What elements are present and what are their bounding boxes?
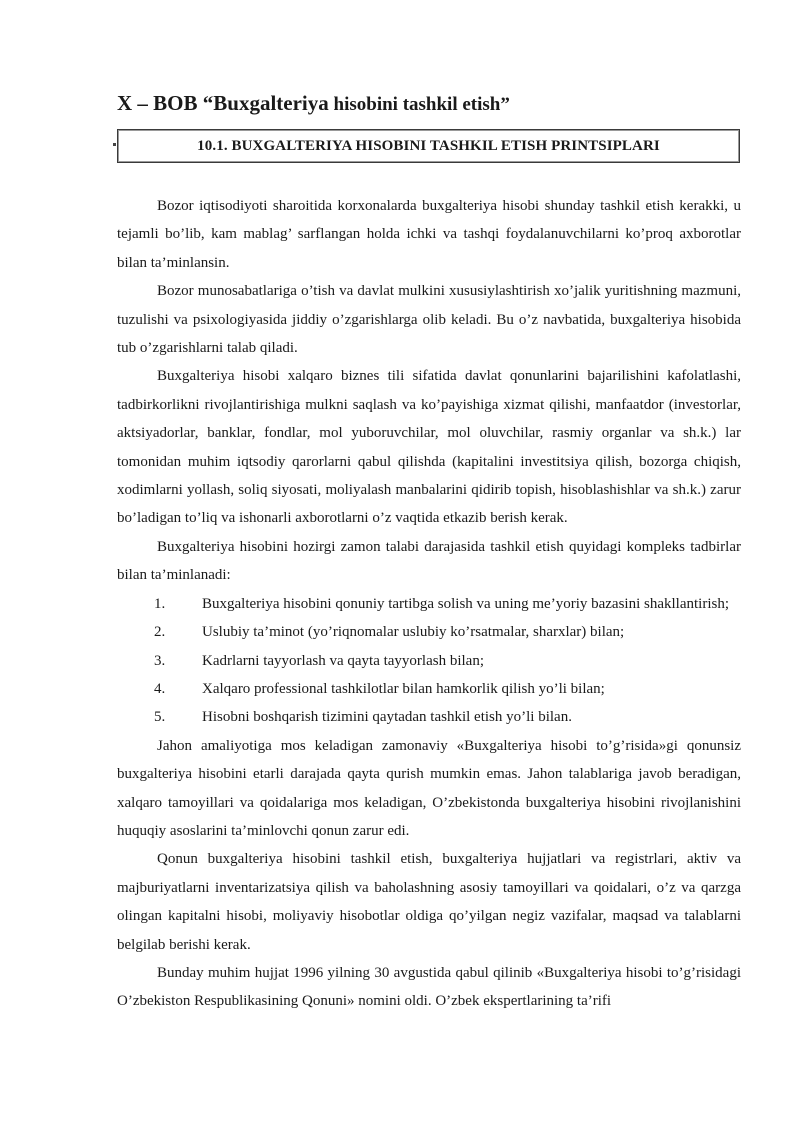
list-item <box>117 590 741 618</box>
list-item <box>117 703 741 731</box>
list-item-number: 2. <box>154 624 166 641</box>
paragraph: Bozor iqtisodiyoti sharoitida korxonalarda buxgalteriya hisobi shunday tashkil etish kerakki, u tejamli bo’lib, kam mablag’ sarflangan holda ichki va tashqi foydalanuvchilarni ko’proq axborotlar bilan ta’minlansin. <box>117 198 741 271</box>
chapter-title <box>117 88 510 120</box>
paragraph: Bunday muhim hujjat 1996 yilning 30 avgustida qabul qilinib «Buxgalteriya hisobi to’g’risidagi O’zbekiston Respublikasining Qonuni» nomini oldi. O’zbek ekspertlarining ta’rifi <box>117 964 741 1010</box>
list-item <box>117 618 741 646</box>
list-item-text: Uslubiy ta’minot (yo’riqnomalar uslubiy ko’rsatmalar, sharxlar) bilan; <box>202 624 625 641</box>
paragraph: Jahon amaliyotiga mos keladigan zamonaviy «Buxgalteriya hisobi to’g’risida»gi qonunsiz buxgalteriya hisobini etarli darajada qayta qurish mumkin emas. Jahon talablariga javob beradigan, xalqaro tamoyillari va qoidalariga mos keladigan, O’zbekistonda buxgalteriya hisobini rivojlanishini huquqiy asoslarini ta’minlovchi qonun zarur edi. <box>117 737 741 839</box>
list-item <box>117 675 741 703</box>
list-item-number: 3. <box>154 652 166 669</box>
list-item-number: 4. <box>154 680 166 697</box>
section-title: 10.1. BUXGALTERIYA HISOBINI TASHKIL ETISH PRINTSIPLARI <box>197 137 660 154</box>
chapter-title-emph: Buxgalteriya <box>213 91 329 115</box>
list-item-text: Hisobni boshqarish tizimini qaytadan tashkil etish yo’li bilan. <box>202 709 572 726</box>
list-item-text: Kadrlarni tayyorlash va qayta tayyorlash bilan; <box>202 652 484 669</box>
list-item-number: 1. <box>154 595 166 612</box>
list-item-text: Xalqaro professional tashkilotlar bilan hamkorlik qilish yo’li bilan; <box>202 680 605 697</box>
section-box-mark <box>113 143 116 146</box>
chapter-title-rest: hisobini tashkil etish” <box>328 94 510 115</box>
list-item <box>117 647 741 675</box>
list-item-text: Buxgalteriya hisobini qonuniy tartibga solish va uning me’yoriy bazasini shakllantirish; <box>202 595 729 612</box>
section-heading-box <box>117 129 740 163</box>
paragraph: Buxgalteriya hisobi xalqaro biznes tili sifatida davlat qonunlarini bajarilishini kafolatlashi, tadbirkorlikni rivojlantirishiga mulkni saqlash va ko’payishiga xizmat qilishi, manfaatdor (investorlar, aktsiyadorlar, banklar, fondlar, mol yuboruvchilar, mol oluvchilar, rasmiy organlar va sh.k.) lar tomonidan muhim iqtsodiy qarorlarni qabul qilishda (kapitalini investitsiya qilish, bozorga chiqish, xodimlarni yollash, soliq siyosati, moliyalash manbalarini qidirib topish, hisoblashishlar va sh.k.) zarur bo’ladigan to’liq va ishonarli axborotlarni o’z vaqtida etkazib berish kerak. <box>117 368 741 527</box>
body-text <box>117 192 741 1016</box>
paragraph: Bozor munosabatlariga o’tish va davlat mulkini xususiylashtirish xo’jalik yuritishning mazmuni, tuzulishi va psixologiyasida jiddiy o’zgarishlarga olib keladi. Bu o’z navbatida, buxgalteriya hisobida tub o’zgarishlarni talab qiladi. <box>117 283 741 357</box>
list-item-number: 5. <box>154 709 166 726</box>
paragraph: Qonun buxgalteriya hisobini tashkil etish, buxgalteriya hujjatlari va registrlari, aktiv va majburiyatlarni inventarizatsiya qilish va baholashning asosiy tamoyillari va qoidalari, o’z va qarzga olingan kapitalni hisobi, moliyaviy hisobotlar oldiga qo’yilgan negiz vazifalar, maqsad va talablarni belgilab berishi kerak. <box>117 851 741 953</box>
paragraph: Buxgalteriya hisobini hozirgi zamon talabi darajasida tashkil etish quyidagi kompleks tadbirlar bilan ta’minlanadi: <box>117 538 741 584</box>
measures-list <box>117 590 741 732</box>
chapter-title-prefix: X – BOB “ <box>117 91 214 115</box>
